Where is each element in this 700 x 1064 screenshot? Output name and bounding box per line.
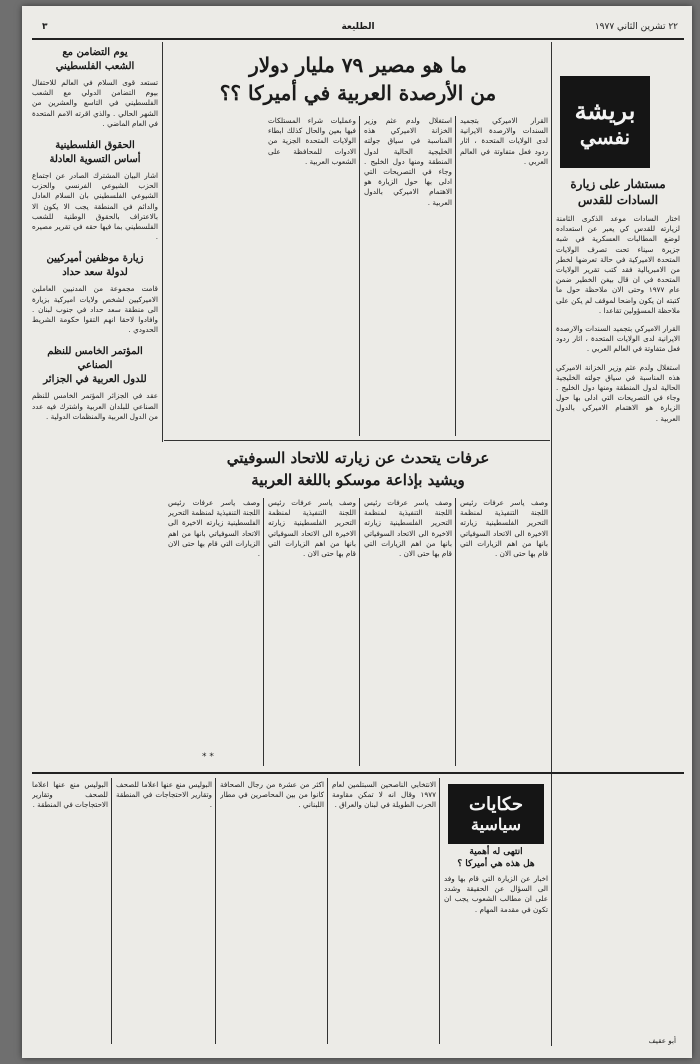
left-title-3a: زيارة موظفين أميركيين bbox=[46, 253, 144, 265]
headline-col-1: القرار الاميركي بتجميد السندات والارصدة الايرانية لدى الولايات المتحدة ، اثار ردود فعل متفاوتة في العالم العربي . bbox=[460, 116, 548, 166]
newspaper-page bbox=[22, 6, 692, 1058]
column-rule bbox=[551, 42, 552, 1046]
bottom-kicker-2: هل هذه هي أميركا ؟ bbox=[457, 859, 535, 869]
column-rule bbox=[263, 498, 264, 766]
left-title-2a: الحقوق الفلسطينية bbox=[55, 140, 135, 152]
left-title-2b: أساس التسوية العادلة bbox=[49, 154, 141, 166]
bottom-col-1: اخبار عن الزيارة التي قام بها وفد الى السؤال عن الحقيقة وشدد على ان مطالب الشعوب يجب ان تكون في مقدمة المهام . bbox=[444, 874, 548, 914]
right-body-3: استغلال ولدم عثم وزير الخزانة الاميركي هذه المناسبة في سياق جولته الخليجية الحالية لدول المنطقة ومنها دول الخليج . وجاء في التصريحات التي ادلى بها حول الزيارة هو الاهتمام الاميركي بالدول العربية . bbox=[556, 362, 680, 423]
feature-logo-sub: نفسي bbox=[579, 124, 631, 149]
political-tales-sub: سياسية bbox=[471, 815, 521, 834]
page-number: ٣ bbox=[42, 22, 48, 32]
arafat-col-3: وصف ياسر عرفات رئيس اللجنة التنفيذية لمنظمة التحرير الفلسطينية زيارته الاخيرة الى الاتحاد السوفياتي بانها من اهم الزيارات التي قام بها حتى الان . bbox=[268, 498, 356, 559]
column-rule bbox=[439, 778, 440, 1044]
left-column bbox=[32, 46, 158, 768]
newspaper-sheet bbox=[32, 16, 684, 1050]
left-title-4b: للدول العربية في الجزائر bbox=[43, 374, 147, 386]
arafat-headline-2: ويشيد بإذاعة موسكو باللغة العربية bbox=[251, 471, 465, 489]
bottom-col-2: الانتخابي الناصحين السبتلمين لعام ١٩٧٧ وقال انه لا تمكن مقاومة الحرب الطويلة في لبنان والعراق . bbox=[332, 780, 436, 810]
left-body-4: عقد في الجزائر المؤتمر الخامس للنظم الصناعي للبلدان العربية واشترك فيه عدد من الدول العربية والمنظمات الدولية . bbox=[32, 391, 158, 421]
right-body-2: القرار الاميركي بتجميد السندات والارصدة الايرانية لدى الولايات المتحدة ، اثار ردود فعل متفاوتة في العالم العربي . bbox=[556, 324, 680, 354]
column-rule bbox=[359, 116, 360, 436]
right-column bbox=[556, 176, 680, 1034]
section-rule bbox=[164, 440, 550, 441]
page-header bbox=[32, 16, 684, 40]
right-signature: أبو عقيف bbox=[648, 1036, 676, 1045]
left-title-1b: الشعب الفلسطيني bbox=[55, 61, 135, 72]
headline-col-3: وعمليات شراء المستلكات فيها بعين والحال كذلك ابطاء الولايات المتحدة الجزية من الادوات للمحافظة على الشعوب العربية . bbox=[268, 116, 356, 166]
end-stars: * * bbox=[202, 752, 214, 762]
column-rule bbox=[455, 498, 456, 766]
left-title-3b: لدولة سعد حداد bbox=[62, 267, 128, 279]
column-rule bbox=[359, 498, 360, 766]
bottom-kicker: انتهى له أهمية bbox=[469, 847, 523, 857]
arafat-col-4: وصف ياسر عرفات رئيس اللجنة التنفيذية لمنظمة التحرير الفلسطينية زيارته الاخيرة الى الاتحاد السوفياتي بانها من اهم الزيارات التي قام بها حتى الان . bbox=[168, 498, 260, 559]
left-title-1a: يوم التضامن مع bbox=[62, 47, 128, 58]
right-title-2: السادات للقدس bbox=[577, 193, 659, 207]
political-tales-box bbox=[448, 784, 544, 844]
main-headline-2: من الأرصدة العربية في أميركا ؟؟ bbox=[219, 81, 497, 105]
feature-logo-box bbox=[560, 76, 650, 168]
right-title-1: مستشار على زيارة bbox=[570, 177, 666, 191]
arafat-col-1: وصف ياسر عرفات رئيس اللجنة التنفيذية لمنظمة التحرير الفلسطينية زيارته الاخيرة الى الاتحاد السوفياتي بانها من اهم الزيارات التي قام بها حتى الان . bbox=[460, 498, 548, 559]
column-rule bbox=[111, 778, 112, 1044]
left-body-2: اشار البيان المشترك الصادر عن اجتماع الحزب الشيوعي الفرنسي والحزب الشيوعي الفلسطيني بان السلام العادل والدائم في المنطقة يجب الا يكون الا بالاعتراف بالحقوق الوطنية للشعب الفلسطيني بما فيها حقه في تقرير مصيره . bbox=[32, 171, 158, 242]
paper-name: الطليعة bbox=[341, 22, 375, 32]
bottom-col-4: البوليس منع عنها اعلاما للصحف وتقارير الاحتجاجات في المنطقة . bbox=[116, 780, 212, 810]
left-title-4a: المؤتمر الخامس للنظم الصناعي bbox=[47, 346, 143, 372]
column-rule bbox=[215, 778, 216, 1044]
headline-col-2: استغلال ولدم عثم وزير الخزانة الاميركي هذه المناسبة في سياق جولته الخليجية الحالية لدول المنطقة ومنها دول الخليج . وجاء في التصريحات التي ادلى بها حول الزيارة هو الاهتمام الاميركي بالدول العربية . bbox=[364, 116, 452, 207]
main-headline-1: ما هو مصير ٧٩ مليار دولار bbox=[249, 53, 467, 77]
column-rule bbox=[455, 116, 456, 436]
bottom-col-5: البوليس منع عنها اعلاما للصحف وتقارير الاحتجاجات في المنطقة . bbox=[32, 780, 108, 810]
feature-logo-title: بريشة bbox=[574, 95, 636, 125]
arafat-headline-1: عرفات يتحدث عن زيارته للاتحاد السوفيتي bbox=[226, 449, 490, 467]
right-body: اختار السادات موعد الذكرى الثامنة لزيارته للقدس كي يعبر عن استعداده لوضع المطالبات العسكرية في شبه جزيرة سيناء تحت تصرف الولايات المتحدة الاميركية في حالة تعرضها لخطر من الامبريالية فقد كتب تقرير الولايات المتحدة في ان قال بيغن الخطير ضمن عام ١٩٧٧ وحتى الان ملاحظة حول ما كتبته ان يكون واضحا لموقف لم يكن على ملاحظة المسؤولين تقاعدا . bbox=[556, 214, 680, 315]
column-rule bbox=[162, 42, 163, 442]
political-tales-title: حكايات bbox=[469, 794, 523, 815]
arafat-col-2: وصف ياسر عرفات رئيس اللجنة التنفيذية لمنظمة التحرير الفلسطينية زيارته الاخيرة الى الاتحاد السوفياتي بانها من اهم الزيارات التي قام بها حتى الان . bbox=[364, 498, 452, 559]
issue-date: ٢٢ تشرين الثاني ١٩٧٧ bbox=[594, 22, 678, 32]
bottom-col-3: اكثر من عشرة من رجال الصحافة كانوا من بين المحاصرين في مطار اللبناني . bbox=[220, 780, 324, 810]
left-body-3: قامت مجموعة من المدنيين العاملين الاميركيين لشخص ولايات اميركية بزيارة الى منطقة سعد حداد في جنوب لبنان . وافادوا لاحقا انهم التقوا حكومة الشريط الحدودي . bbox=[32, 284, 158, 335]
column-rule bbox=[327, 778, 328, 1044]
left-body-1: تستعد قوى السلام في العالم للاحتفال بيوم التضامن الدولي مع الشعب الفلسطيني في التاسع والعشرين من الشهر الحالي . والذي اقرته الامم المتحدة في العام الماضي . bbox=[32, 78, 158, 128]
